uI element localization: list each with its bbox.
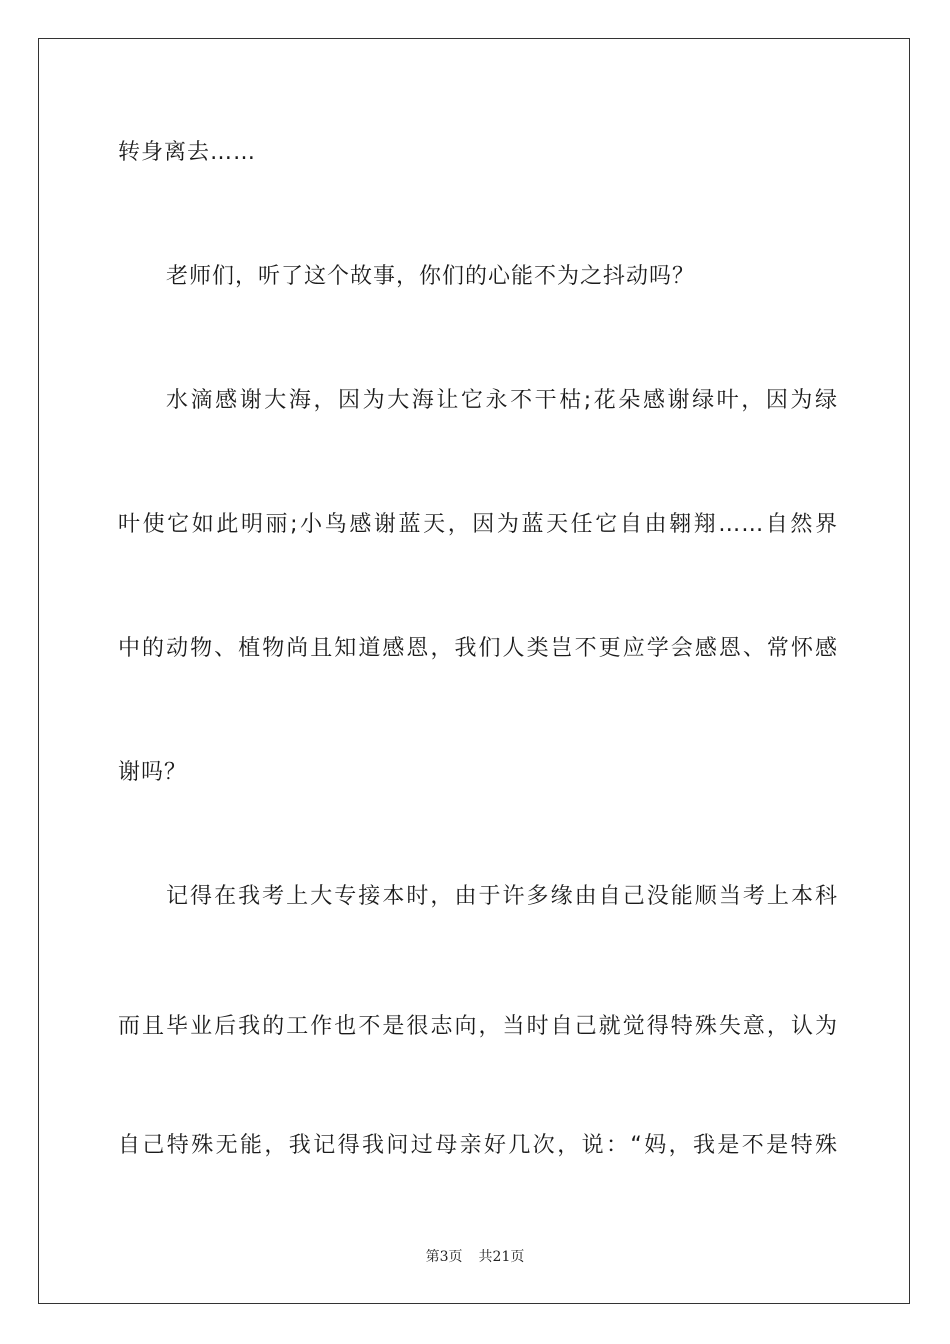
page-total: 共21页 bbox=[478, 1249, 525, 1265]
text-line: 记得在我考上大专接本时，由于许多缘由自己没能顺当考上本科 bbox=[166, 884, 838, 909]
page-border bbox=[38, 38, 910, 1304]
page-footer bbox=[0, 1248, 950, 1266]
page-number: 第3页 bbox=[425, 1249, 463, 1265]
text-line: 叶使它如此明丽;小鸟感谢蓝天，因为蓝天任它自由翱翔……自然界 bbox=[118, 512, 838, 537]
text-line: 中的动物、植物尚且知道感恩，我们人类岂不更应学会感恩、常怀感 bbox=[118, 636, 838, 661]
text-line: 水滴感谢大海，因为大海让它永不干枯;花朵感谢绿叶，因为绿 bbox=[166, 388, 838, 413]
text-line: 转身离去…… bbox=[118, 140, 257, 165]
text-line: 谢吗？ bbox=[118, 760, 188, 785]
text-line: 自己特殊无能，我记得我问过母亲好几次，说：“妈，我是不是特殊 bbox=[118, 1133, 838, 1158]
text-line: 老师们，听了这个故事，你们的心能不为之抖动吗？ bbox=[166, 264, 696, 289]
text-line: 而且毕业后我的工作也不是很志向，当时自己就觉得特殊失意，认为 bbox=[118, 1014, 838, 1039]
